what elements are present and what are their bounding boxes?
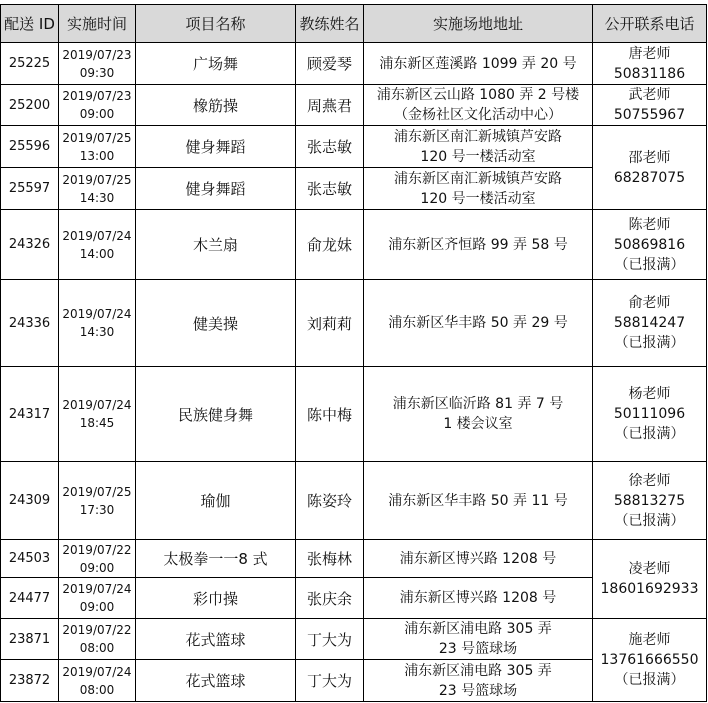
cell-clock-text: 18:45	[79, 416, 115, 430]
cell-id: 25597	[1, 168, 59, 210]
contact-line: （已报满）	[614, 672, 685, 688]
cell-contact	[593, 462, 707, 540]
header-coach: 教练姓名	[296, 5, 364, 43]
header-time: 实施时间	[59, 5, 136, 43]
cell-clock-text: 08:00	[79, 682, 115, 697]
cell-clock-text: 09:00	[79, 107, 115, 121]
header-address: 实施场地地址	[364, 5, 593, 43]
table-row	[1, 85, 707, 126]
contact-line: 唐老师	[628, 45, 671, 62]
cell-contact	[593, 367, 707, 462]
cell-date-text: 2019/07/24	[62, 398, 132, 412]
header-row	[1, 5, 707, 43]
contact-line: 武老师	[628, 87, 671, 103]
address-line: 浦东新区齐恒路 99 弄 58 号	[388, 236, 568, 253]
cell-contact	[593, 126, 707, 210]
table-row	[1, 367, 707, 462]
cell-clock-text: 14:30	[79, 325, 115, 339]
cell-coach: 周燕君	[296, 85, 364, 126]
table-row	[1, 43, 707, 85]
cell-id: 25200	[1, 85, 59, 126]
contact-line: 13761666550	[600, 652, 699, 668]
address-line: 浦东新区南汇新城镇芦安路	[394, 128, 562, 145]
address-line: 浦东新区浦电路 305 弄	[404, 662, 552, 679]
cell-time	[59, 280, 136, 367]
cell-address	[364, 367, 593, 462]
contact-line: 58813275	[613, 492, 686, 509]
cell-project: 健身舞蹈	[136, 168, 296, 210]
contact-line: （已报满）	[614, 256, 685, 273]
cell-id: 25596	[1, 126, 59, 168]
cell-id: 23871	[1, 619, 59, 660]
cell-address	[364, 540, 593, 578]
contact-line: 俞老师	[628, 295, 671, 311]
cell-time	[59, 126, 136, 168]
contact-line: 陈老师	[628, 216, 671, 233]
contact-line: （已报满）	[614, 335, 685, 351]
address-line: 浦东新区云山路 1080 弄 2 号楼	[376, 87, 580, 103]
contact-line: 50755967	[613, 107, 686, 123]
cell-clock-text: 09:00	[79, 560, 115, 575]
address-line: 浦东新区博兴路 1208 号	[399, 550, 557, 567]
address-line: （金杨社区文化活动中心）	[394, 107, 562, 123]
cell-project: 健身舞蹈	[136, 126, 296, 168]
cell-date-text: 2019/07/24	[62, 307, 132, 321]
cell-coach: 顾爱琴	[296, 43, 364, 85]
cell-coach: 张梅林	[296, 540, 364, 578]
contact-line: 18601692933	[600, 581, 699, 597]
cell-date-text: 2019/07/24	[62, 582, 132, 596]
cell-address	[364, 85, 593, 126]
address-line: 浦东新区博兴路 1208 号	[399, 590, 557, 606]
cell-project: 花式篮球	[136, 619, 296, 660]
contact-line: 50869816	[613, 236, 686, 253]
cell-project: 广场舞	[136, 43, 296, 85]
cell-project: 橡筋操	[136, 85, 296, 126]
contact-line: 施老师	[628, 632, 671, 648]
cell-id: 24336	[1, 280, 59, 367]
table-row	[1, 280, 707, 367]
cell-time	[59, 578, 136, 619]
cell-time	[59, 619, 136, 660]
cell-date-text: 2019/07/24	[62, 664, 132, 679]
cell-project: 彩巾操	[136, 578, 296, 619]
header-phone: 公开联系电话	[593, 5, 707, 43]
cell-contact	[593, 280, 707, 367]
address-line: 浦东新区浦电路 305 弄	[404, 621, 552, 637]
cell-id: 24503	[1, 540, 59, 578]
cell-date-text: 2019/07/22	[62, 623, 132, 637]
contact-line: 50831186	[613, 65, 686, 82]
cell-time	[59, 462, 136, 540]
cell-contact	[593, 43, 707, 85]
contact-line: （已报满）	[614, 512, 685, 529]
contact-line: 徐老师	[628, 472, 671, 489]
cell-id: 24317	[1, 367, 59, 462]
cell-id: 23872	[1, 660, 59, 702]
cell-time	[59, 210, 136, 280]
cell-address	[364, 126, 593, 168]
table-row	[1, 619, 707, 660]
schedule-table	[0, 4, 707, 702]
cell-id: 24477	[1, 578, 59, 619]
cell-time	[59, 85, 136, 126]
cell-project: 花式篮球	[136, 660, 296, 702]
contact-line: 凌老师	[628, 561, 671, 577]
cell-project: 民族健身舞	[136, 367, 296, 462]
cell-id: 25225	[1, 43, 59, 85]
cell-contact	[593, 210, 707, 280]
cell-time	[59, 43, 136, 85]
cell-id: 24309	[1, 462, 59, 540]
cell-clock-text: 09:00	[79, 600, 115, 614]
cell-date-text: 2019/07/25	[62, 484, 132, 499]
cell-contact	[593, 619, 707, 702]
contact-line: （已报满）	[614, 426, 685, 442]
cell-time	[59, 660, 136, 702]
cell-address	[364, 43, 593, 85]
cell-address	[364, 578, 593, 619]
cell-time	[59, 540, 136, 578]
contact-line: 58814247	[613, 315, 686, 331]
address-line: 浦东新区南汇新城镇芦安路	[394, 170, 562, 187]
table-row	[1, 126, 707, 168]
cell-coach: 刘莉莉	[296, 280, 364, 367]
cell-coach: 张志敏	[296, 126, 364, 168]
cell-project: 瑜伽	[136, 462, 296, 540]
cell-coach: 丁大为	[296, 660, 364, 702]
address-line: 120 号一楼活动室	[420, 190, 536, 207]
cell-address	[364, 280, 593, 367]
cell-date-text: 2019/07/22	[62, 542, 132, 557]
cell-coach: 俞龙妹	[296, 210, 364, 280]
cell-date-text: 2019/07/25	[62, 172, 132, 187]
cell-id: 24326	[1, 210, 59, 280]
cell-date-text: 2019/07/25	[62, 130, 132, 145]
cell-address	[364, 462, 593, 540]
cell-time	[59, 168, 136, 210]
cell-project: 健美操	[136, 280, 296, 367]
contact-line: 68287075	[613, 169, 686, 186]
cell-project: 太极拳一一8 式	[136, 540, 296, 578]
contact-line: 50111096	[613, 406, 686, 422]
cell-contact	[593, 540, 707, 619]
address-line: 浦东新区华丰路 50 弄 11 号	[388, 492, 568, 509]
table-row	[1, 210, 707, 280]
cell-coach: 陈姿玲	[296, 462, 364, 540]
cell-contact	[593, 85, 707, 126]
cell-coach: 陈中梅	[296, 367, 364, 462]
table-row	[1, 462, 707, 540]
cell-clock-text: 17:30	[79, 502, 115, 517]
cell-coach: 丁大为	[296, 619, 364, 660]
header-project: 项目名称	[136, 5, 296, 43]
cell-date-text: 2019/07/23	[62, 47, 132, 62]
address-line: 23 号篮球场	[438, 682, 518, 699]
address-line: 浦东新区莲溪路 1099 弄 20 号	[379, 55, 577, 72]
contact-line: 杨老师	[628, 386, 671, 402]
cell-coach: 张志敏	[296, 168, 364, 210]
cell-project: 木兰扇	[136, 210, 296, 280]
cell-date-text: 2019/07/23	[62, 89, 132, 103]
cell-address	[364, 168, 593, 210]
address-line: 23 号篮球场	[438, 641, 518, 657]
cell-address	[364, 210, 593, 280]
cell-time	[59, 367, 136, 462]
cell-clock-text: 08:00	[79, 641, 115, 655]
cell-clock-text: 09:30	[79, 65, 115, 80]
contact-line: 邵老师	[628, 149, 671, 166]
address-line: 浦东新区华丰路 50 弄 29 号	[388, 315, 568, 331]
address-line: 浦东新区临沂路 81 弄 7 号	[392, 396, 564, 412]
address-line: 1 楼会议室	[443, 416, 513, 432]
cell-address	[364, 660, 593, 702]
cell-clock-text: 13:00	[79, 148, 115, 163]
cell-coach: 张庆余	[296, 578, 364, 619]
address-line: 120 号一楼活动室	[420, 148, 536, 165]
cell-address	[364, 619, 593, 660]
cell-clock-text: 14:30	[79, 190, 115, 205]
cell-date-text: 2019/07/24	[62, 228, 132, 243]
cell-clock-text: 14:00	[79, 246, 115, 261]
table-row	[1, 540, 707, 578]
header-id: 配送 ID	[1, 5, 59, 43]
